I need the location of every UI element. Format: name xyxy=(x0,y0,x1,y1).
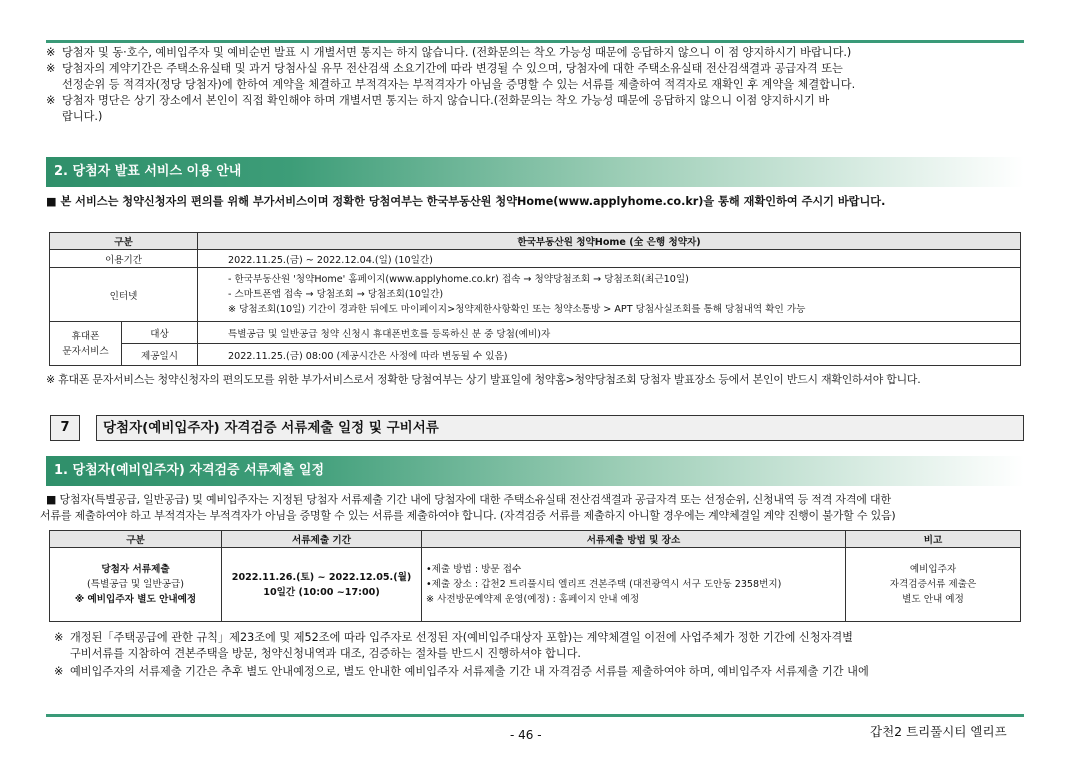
section1-note-1: ※ 개정된「주택공급에 관한 규칙」제23조에 및 제52조에 따라 입주자로 선정된 자(예비입주대상자 포함)는 계약체결일 이전에 사업주체가 정한 기간에 신청자격별 구비서류를 지참하여 견본주택을 방문, 청약신청내역과 대조, 검증하는 절차를 반드시 진행하셔야 합니다. xyxy=(54,631,853,660)
section2-lead: ■ 본 서비스는 청약신청자의 편의를 위해 부가서비스이며 정확한 당첨여부는 한국부동산원 청약Home(www.applyhome.co.kr)을 통해 재확인하여 주시기 바랍니다. xyxy=(46,195,886,208)
target-label: 대상 xyxy=(122,322,198,344)
internet-label: 인터넷 xyxy=(50,268,198,322)
submission-method: •제출 방법 : 방문 접수 •제출 장소 : 갑천2 트리풀시티 엘리프 견본주택 (대전광역시 서구 도안동 2358번지) ※ 사전방문예약제 운영(예정) : 홈페이지 안내 예정 xyxy=(422,548,846,622)
section7-title: 당첨자(예비입주자) 자격검증 서류제출 일정 및 구비서류 xyxy=(96,415,1024,441)
sms-note: ※ 휴대폰 문자서비스는 청약신청자의 편의도모를 위한 부가서비스로서 정확한 당첨여부는 상기 발표일에 청약홈>청약당첨조회 당첨자 발표장소 등에서 본인이 반드시 재확인하셔야 합니다. xyxy=(46,373,921,386)
section1-notes xyxy=(54,630,1024,680)
submission-target: 당첨자 서류제출 (특별공급 및 일반공급) ※ 예비입주자 별도 안내예정 xyxy=(50,548,222,622)
internet-value: - 한국부동산원 '청약Home' 홈페이지(www.applyhome.co.kr) 접속 → 청약당첨조회 → 당첨조회(최근10일) - 스마트폰앱 접속 → 당첨조회 → 당첨조회(10일간) ※ 당첨조회(10일) 기간이 경과한 뒤에도 마이페이지>청약제한사항확인 또는 청약소통방 > APT 당첨사실조회를 통해 당첨내역 확인 가능 xyxy=(198,268,1021,322)
announcement-service-table xyxy=(49,232,1021,366)
section7-header xyxy=(46,414,1024,442)
top-note-1: ※ 당첨자 및 동·호수, 예비입주자 및 예비순번 발표 시 개별서면 통지는 하지 않습니다. (전화문의는 착오 가능성 때문에 응답하지 않으니 이 점 양지하시기 바랍니다.) xyxy=(46,46,852,59)
submission-remark: 예비입주자 자격검증서류 제출은 별도 안내 예정 xyxy=(846,548,1021,622)
th-category: 구분 xyxy=(50,233,198,250)
section2-banner: 2. 당첨자 발표 서비스 이용 안내 xyxy=(46,157,1024,187)
th-category2: 구분 xyxy=(50,531,222,548)
document-submission-table xyxy=(49,530,1021,622)
bottom-rule xyxy=(46,714,1024,717)
top-note-3: ※ 당첨자 명단은 상기 장소에서 본인이 직접 확인해야 하며 개별서면 통지는 하지 않습니다.(전화문의는 착오 가능성 때문에 응답하지 않으니 이점 양지하시기 바 랍니다.) xyxy=(46,94,830,123)
th-remark: 비고 xyxy=(846,531,1021,548)
th-period: 서류제출 기간 xyxy=(222,531,422,548)
top-rule xyxy=(46,40,1024,43)
section1-banner: 1. 당첨자(예비입주자) 자격검증 서류제출 일정 xyxy=(46,456,1024,486)
top-note-2: ※ 당첨자의 계약기간은 주택소유실태 및 과거 당첨사실 유무 전산검색 소요기간에 따라 변경될 수 있으며, 당첨자에 대한 주택소유실태 전산검색결과 공급자격 또는 선정순위 등 적격자(정당 당첨자)에 한하여 계약을 체결하고 부적격자는 부적격자가 아님을 증명할 수 있는 서류를 제출하여 적격자로 재확인 후 계약을 체결합니다. xyxy=(46,62,856,91)
th-method: 서류제출 방법 및 장소 xyxy=(422,531,846,548)
page-number: - 46 - xyxy=(510,728,542,742)
section1-note-2: ※ 예비입주자의 서류제출 기간은 추후 별도 안내예정으로, 별도 안내한 예비입주자 서류제출 기간 내 자격검증 서류를 제출하여야 하며, 예비입주자 서류제출 기간 내에 xyxy=(54,665,869,678)
date-label: 제공일시 xyxy=(122,344,198,366)
th-applyhome: 한국부동산원 청약Home (全 은행 청약자) xyxy=(198,233,1021,250)
period-label: 이용기간 xyxy=(50,250,198,268)
section1-lead: ■ 당첨자(특별공급, 일반공급) 및 예비입주자는 지정된 당첨자 서류제출 기간 내에 당첨자에 대한 주택소유실태 전산검색결과 공급자격 또는 선정순위, 신청내역 등 적격 자격에 대한 서류를 제출하여야 하고 부적격자는 부적격자가 아님을 증명할 수 있는 서류를 제출하여야 합니다. (자격검증 서류를 제출하지 아니할 경우에는 계약체결일 계약 진행이 불가할 수 있음) xyxy=(40,493,896,522)
top-notes xyxy=(46,45,1026,125)
date-value: 2022.11.25.(금) 08:00 (제공시간은 사정에 따라 변동될 수 있음) xyxy=(198,344,1021,366)
target-value: 특별공급 및 일반공급 청약 신청시 휴대폰번호를 등록하신 분 중 당첨(예비)자 xyxy=(198,322,1021,344)
section7-number: 7 xyxy=(50,415,80,441)
period-value: 2022.11.25.(금) ~ 2022.12.04.(일) (10일간) xyxy=(198,250,1021,268)
submission-period: 2022.11.26.(토) ~ 2022.12.05.(월) 10일간 (10:00 ~17:00) xyxy=(222,548,422,622)
brand-name: 갑천2 트리풀시티 엘리프 xyxy=(870,724,1007,739)
sms-label: 휴대폰 문자서비스 xyxy=(50,322,122,366)
